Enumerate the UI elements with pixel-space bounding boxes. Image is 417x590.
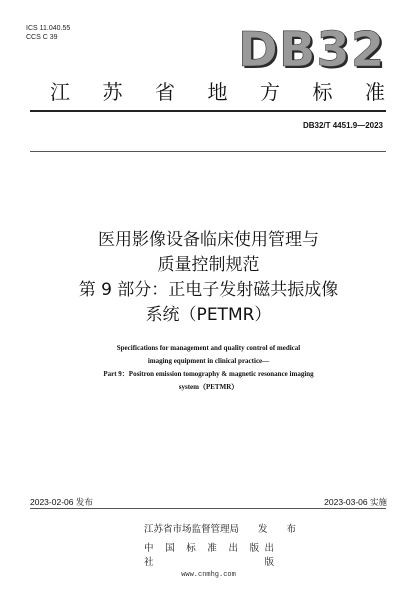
title-char: 苏 bbox=[102, 80, 123, 104]
issuer-action: 发 布 bbox=[257, 524, 304, 535]
title-char: 江 bbox=[50, 80, 70, 104]
number-divider bbox=[30, 151, 386, 152]
issuer-org: 江苏省市场监督管理局 bbox=[144, 524, 240, 535]
english-title-line: Specifications for management and quality control of medical bbox=[116, 344, 301, 352]
english-title bbox=[40, 342, 377, 394]
chinese-title-line: 医用影像设备临床使用管理与 bbox=[98, 230, 319, 250]
title-char: 方 bbox=[260, 80, 280, 104]
publisher-row bbox=[144, 540, 304, 568]
ics-code: ICS 11.040.55 bbox=[26, 25, 71, 32]
publisher-org: 中 国 标 准 出 版 社 bbox=[144, 543, 264, 568]
chinese-title-line: 第 9 部分：正电子发射磁共振成像 bbox=[78, 280, 339, 300]
standard-type-title bbox=[50, 80, 385, 104]
title-char: 省 bbox=[155, 80, 175, 104]
english-title-line: imaging equipment in clinical practice— bbox=[147, 357, 270, 365]
publisher-action: 出 版 bbox=[264, 543, 283, 568]
implementation-date: 2023-03-06 实施 bbox=[324, 497, 387, 507]
website-watermark[interactable]: www.cnmhg.com bbox=[181, 571, 236, 579]
english-title-line: Part 9：Positron emission tomography & magnetic resonance imaging bbox=[103, 370, 314, 378]
title-char: 准 bbox=[365, 80, 385, 104]
standard-number: DB32/T 4451.9—2023 bbox=[302, 121, 383, 130]
ccs-code: CCS C 39 bbox=[26, 34, 58, 41]
title-char: 标 bbox=[312, 80, 333, 104]
header-divider bbox=[30, 110, 386, 112]
standard-logo: DB32 bbox=[238, 22, 386, 78]
english-title-line: system（PETMR） bbox=[178, 383, 239, 391]
chinese-title-line: 系统（PETMR） bbox=[145, 305, 272, 325]
date-divider bbox=[30, 508, 386, 509]
classification-codes bbox=[26, 24, 70, 42]
chinese-title bbox=[40, 228, 377, 328]
issuer-row bbox=[144, 521, 304, 535]
issue-date: 2023-02-06 发布 bbox=[30, 497, 93, 507]
chinese-title-line: 质量控制规范 bbox=[157, 255, 260, 275]
title-char: 地 bbox=[207, 80, 228, 104]
